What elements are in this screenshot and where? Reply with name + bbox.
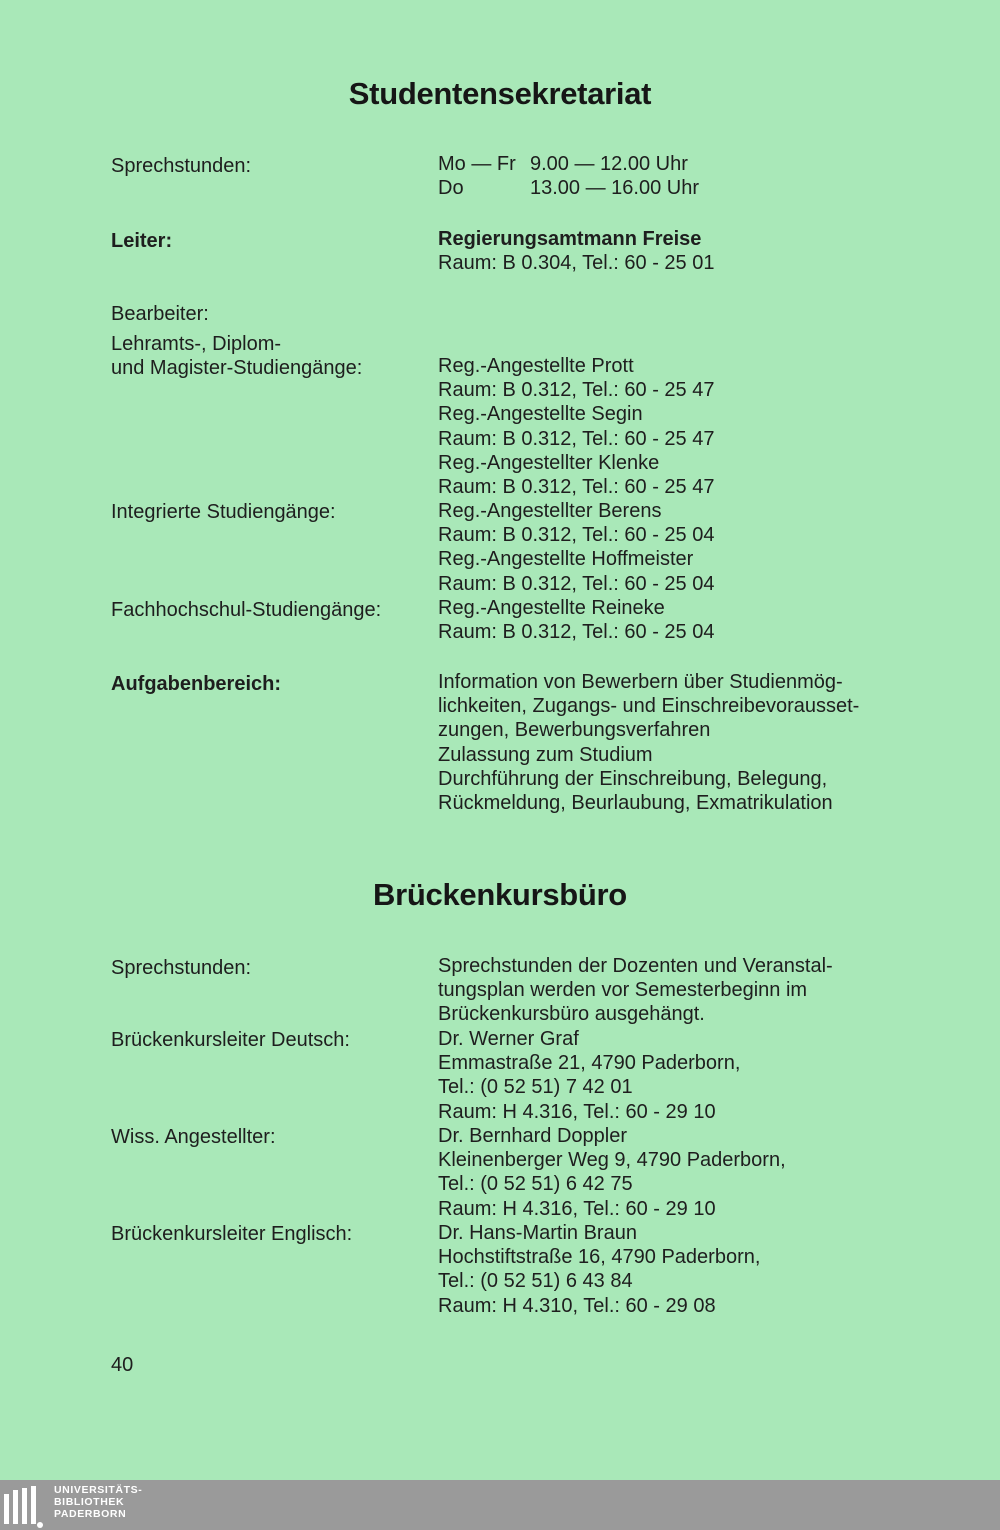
- bridge-office-hours-line: Brückenkursbüro ausgehängt.: [438, 1003, 705, 1026]
- duties-line: Zulassung zum Studium: [438, 743, 653, 766]
- staff-line: Raum: B 0.312, Tel.: 60 - 25 47: [438, 379, 715, 402]
- duties-line: Information von Bewerbern über Studienmög-: [438, 671, 843, 693]
- group1-label: [111, 332, 362, 380]
- staff-line: Reg.-Angestellte Segin: [438, 403, 643, 426]
- assistant-label: Wiss. Angestellter:: [111, 1126, 276, 1148]
- bridge-office-hours-line: Sprechstunden der Dozenten und Veranstal-: [438, 955, 833, 977]
- office-hours-day: Mo — Fr: [438, 153, 516, 175]
- staff-label: Bearbeiter:: [111, 303, 209, 325]
- group3-staff: [438, 596, 714, 644]
- office-hours-time: 9.00 — 12.00 Uhr: [530, 153, 688, 175]
- group2-staff: [438, 499, 714, 596]
- staff-line: Raum: B 0.312, Tel.: 60 - 25 04: [438, 524, 715, 547]
- staff-line: Reg.-Angestellter Berens: [438, 500, 662, 522]
- section-title-studentensekretariat: Studentensekretariat: [348, 76, 652, 111]
- head-room: Raum: B 0.304, Tel.: 60 - 25 01: [438, 252, 715, 275]
- group1-label-line: Lehramts-, Diplom-: [111, 333, 282, 355]
- logo-text-line: UNIVERSITÄTS-: [54, 1484, 143, 1496]
- contact-line: Raum: H 4.310, Tel.: 60 - 29 08: [438, 1294, 716, 1317]
- staff-line: Raum: B 0.312, Tel.: 60 - 25 47: [438, 475, 715, 498]
- duties-value: [438, 670, 859, 815]
- contact-line: Hochstiftstraße 16, 4790 Paderborn,: [438, 1246, 761, 1269]
- office-hours-line: [438, 152, 699, 176]
- duties-line: Durchführung der Einschreibung, Belegung,: [438, 767, 828, 790]
- german-leader-value: [438, 1027, 740, 1124]
- contact-line: Raum: H 4.316, Tel.: 60 - 29 10: [438, 1197, 716, 1220]
- office-hours-label: Sprechstunden:: [111, 155, 252, 177]
- duties-line: lichkeiten, Zugangs- und Einschreibevorausset-: [438, 695, 860, 718]
- office-hours-value: [438, 152, 699, 200]
- group2-label: Integrierte Studiengänge:: [111, 501, 336, 523]
- contact-line: Tel.: (0 52 51) 6 42 75: [438, 1173, 633, 1196]
- contact-line: Dr. Bernhard Doppler: [438, 1125, 627, 1147]
- english-leader-label: Brückenkursleiter Englisch:: [111, 1223, 353, 1245]
- logo-text-line: PADERBORN: [54, 1508, 127, 1520]
- german-leader-label: Brückenkursleiter Deutsch:: [111, 1029, 350, 1051]
- duties-line: Rückmeldung, Beurlaubung, Exmatrikulation: [438, 791, 833, 814]
- staff-line: Reg.-Angestellte Prott: [438, 355, 634, 377]
- bridge-office-hours-line: tungsplan werden vor Semesterbeginn im: [438, 979, 808, 1002]
- contact-line: Tel.: (0 52 51) 6 43 84: [438, 1270, 633, 1293]
- assistant-value: [438, 1124, 786, 1221]
- staff-line: Raum: B 0.312, Tel.: 60 - 25 47: [438, 427, 715, 450]
- contact-line: Tel.: (0 52 51) 7 42 01: [438, 1076, 633, 1099]
- library-logo-text: [54, 1484, 142, 1520]
- staff-line: Reg.-Angestellter Klenke: [438, 451, 660, 474]
- bridge-office-hours-value: [438, 954, 833, 1027]
- duties-line: zungen, Bewerbungsverfahren: [438, 719, 711, 742]
- staff-line: Reg.-Angestellte Hoffmeister: [438, 548, 694, 571]
- office-hours-time: 13.00 — 16.00 Uhr: [530, 177, 699, 200]
- head-value: [438, 227, 714, 275]
- staff-line: Raum: B 0.312, Tel.: 60 - 25 04: [438, 572, 715, 595]
- contact-line: Dr. Werner Graf: [438, 1028, 579, 1050]
- duties-label: Aufgabenbereich:: [111, 673, 282, 695]
- english-leader-value: [438, 1221, 760, 1318]
- logo-text-line: BIBLIOTHEK: [54, 1496, 125, 1508]
- head-label: Leiter:: [111, 230, 173, 252]
- staff-line: Reg.-Angestellte Reineke: [438, 597, 665, 619]
- staff-line: Raum: B 0.312, Tel.: 60 - 25 04: [438, 621, 715, 644]
- page-number: 40: [111, 1354, 134, 1376]
- office-hours-line: [438, 176, 699, 200]
- contact-line: Dr. Hans-Martin Braun: [438, 1222, 637, 1244]
- bridge-office-hours-label: Sprechstunden:: [111, 957, 252, 979]
- head-name: Regierungsamtmann Freise: [438, 228, 702, 250]
- group1-label-line: und Magister-Studiengänge:: [111, 357, 363, 380]
- group3-label: Fachhochschul-Studiengänge:: [111, 599, 382, 621]
- contact-line: Emmastraße 21, 4790 Paderborn,: [438, 1052, 741, 1075]
- library-footer-bar: [0, 1480, 1000, 1530]
- contact-line: Kleinenberger Weg 9, 4790 Paderborn,: [438, 1149, 786, 1172]
- office-hours-day: Do: [438, 177, 464, 200]
- section-title-brueckenkursbuero: Brückenkursbüro: [373, 877, 627, 912]
- group1-staff: [438, 354, 714, 499]
- contact-line: Raum: H 4.316, Tel.: 60 - 29 10: [438, 1100, 716, 1123]
